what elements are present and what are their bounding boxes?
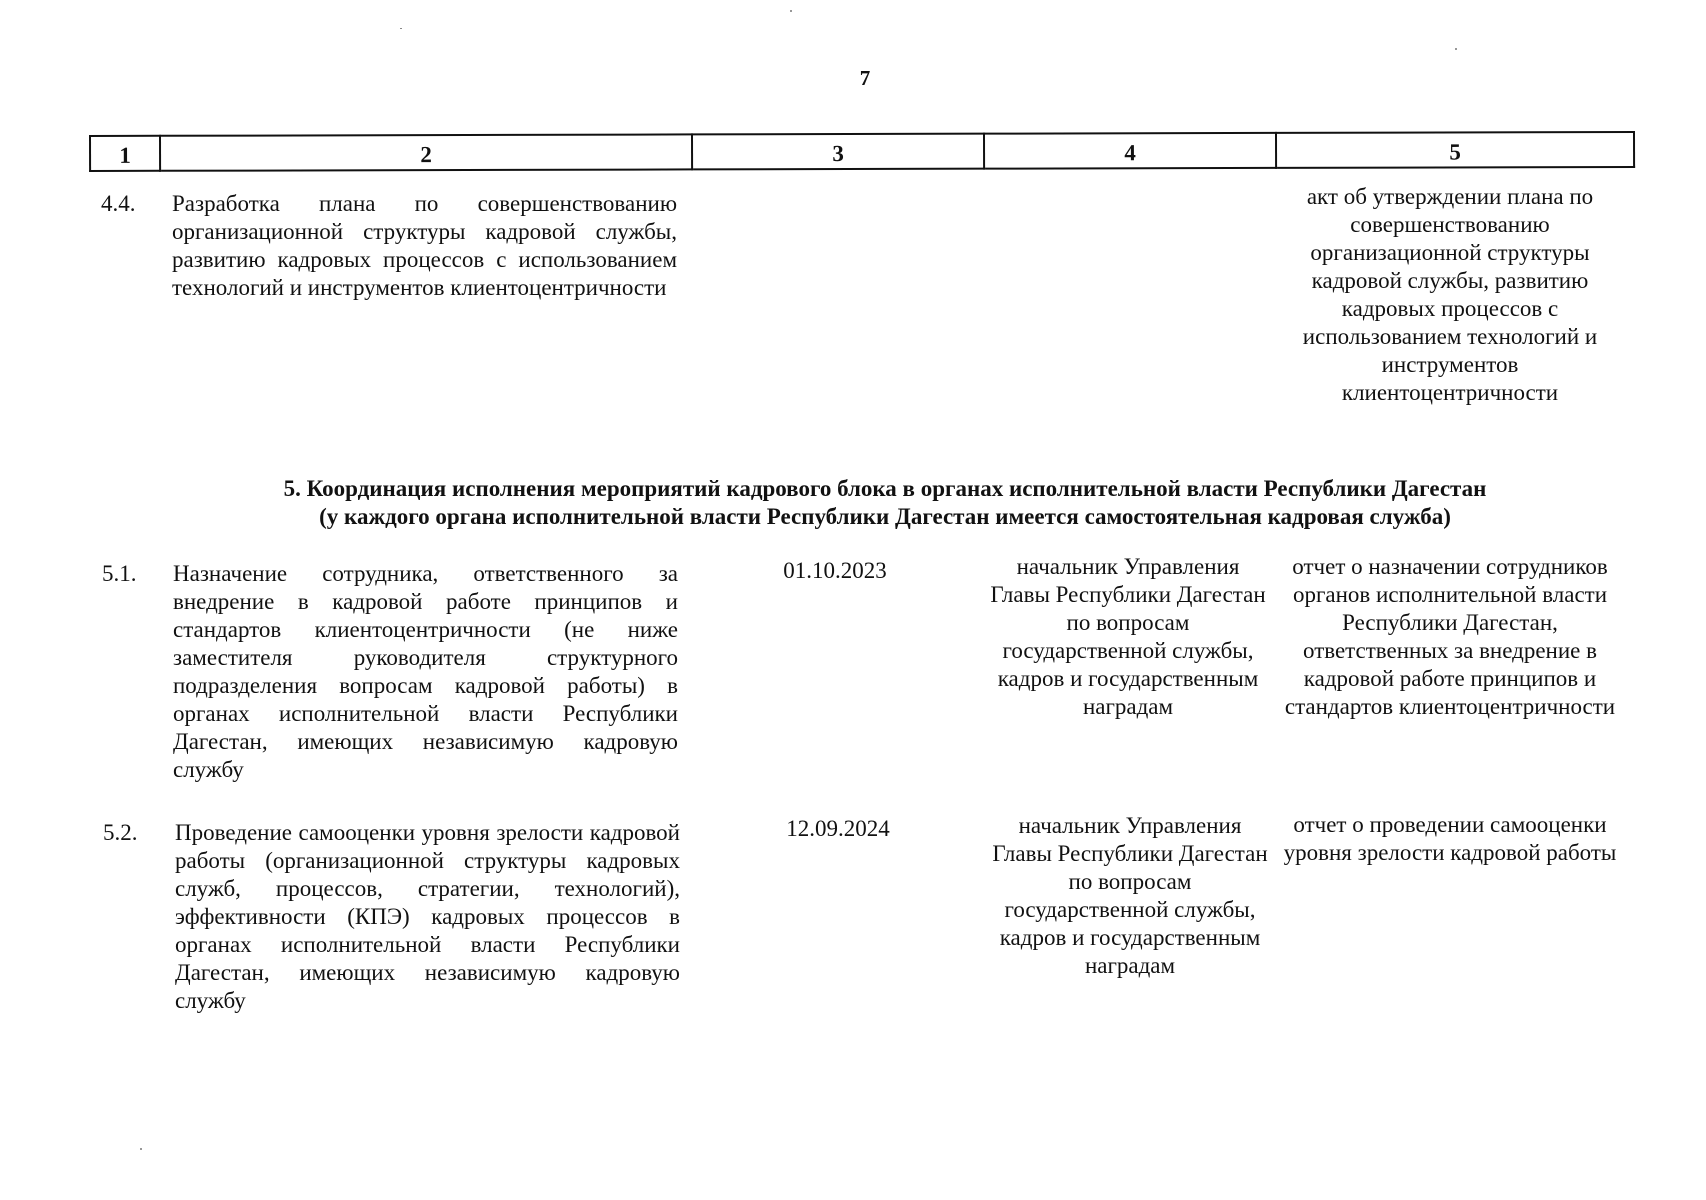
- section-title-line-2: (у каждого органа исполнительной власти Республики Дагестан имеется самостоятельная кадровая служба): [319, 504, 1451, 529]
- row-date: 01.10.2023: [783, 558, 887, 583]
- section-title: [185, 475, 1585, 531]
- scan-speck: [140, 1148, 142, 1150]
- scan-speck: [1455, 48, 1457, 50]
- header-col-3: 3: [692, 134, 984, 170]
- header-col-2: 2: [160, 134, 692, 170]
- row-number: 5.2.: [103, 820, 138, 845]
- header-col-1: 1: [90, 136, 160, 171]
- row-number: 4.4.: [101, 191, 136, 216]
- row-description: Назначение сотрудника, ответственного за внедрение в кадровой работе принципов и стандартов клиентоцентричности (не ниже заместителя руководителя структурного подразделения вопросам кадровой работы) в органах исполнительной власти Республики Дагестан, имеющих независимую кадровую службу: [173, 561, 678, 782]
- table-header: [89, 131, 1635, 172]
- section-title-line-1: 5. Координация исполнения мероприятий кадрового блока в органах исполнительной власти Республики Дагестан: [283, 476, 1487, 501]
- scan-speck: [400, 28, 402, 29]
- header-col-4: 4: [984, 133, 1276, 169]
- row-description: Проведение самооценки уровня зрелости кадровой работы (организационной структуры кадровых служб, процессов, стратегии, технологий), эффективности (КПЭ) кадровых процессов в органах исполнительной власти Республики Дагестан, имеющих независимую кадровую службу: [175, 820, 680, 1013]
- row-result: отчет о назначении сотрудников органов исполнительной власти Республики Дагестан, ответственных за внедрение в кадровой работе принципов и стандартов клиентоцентричности: [1284, 554, 1616, 719]
- header-row: [90, 132, 1634, 171]
- scan-speck: [790, 10, 792, 12]
- row-description: Разработка плана по совершенствованию организационной структуры кадровой службы, развитию кадровых процессов с использованием технологий и инструментов клиентоцентричности: [172, 191, 677, 300]
- row-responsible: начальник Управления Главы Республики Дагестан по вопросам государственной службы, кадров и государственным наградам: [992, 813, 1268, 978]
- row-responsible: начальник Управления Главы Республики Дагестан по вопросам государственной службы, кадров и государственным наградам: [990, 554, 1266, 719]
- row-result: акт об утверждении плана по совершенствованию организационной структуры кадровой службы, развитию кадровых процессов с использованием технологий и инструментов клиентоцентричности: [1302, 184, 1598, 405]
- header-col-5: 5: [1276, 132, 1634, 168]
- row-date: 12.09.2024: [786, 816, 890, 841]
- page-number: 7: [859, 66, 871, 90]
- row-number: 5.1.: [102, 561, 137, 586]
- row-result: отчет о проведении самооценки уровня зрелости кадровой работы: [1283, 812, 1617, 865]
